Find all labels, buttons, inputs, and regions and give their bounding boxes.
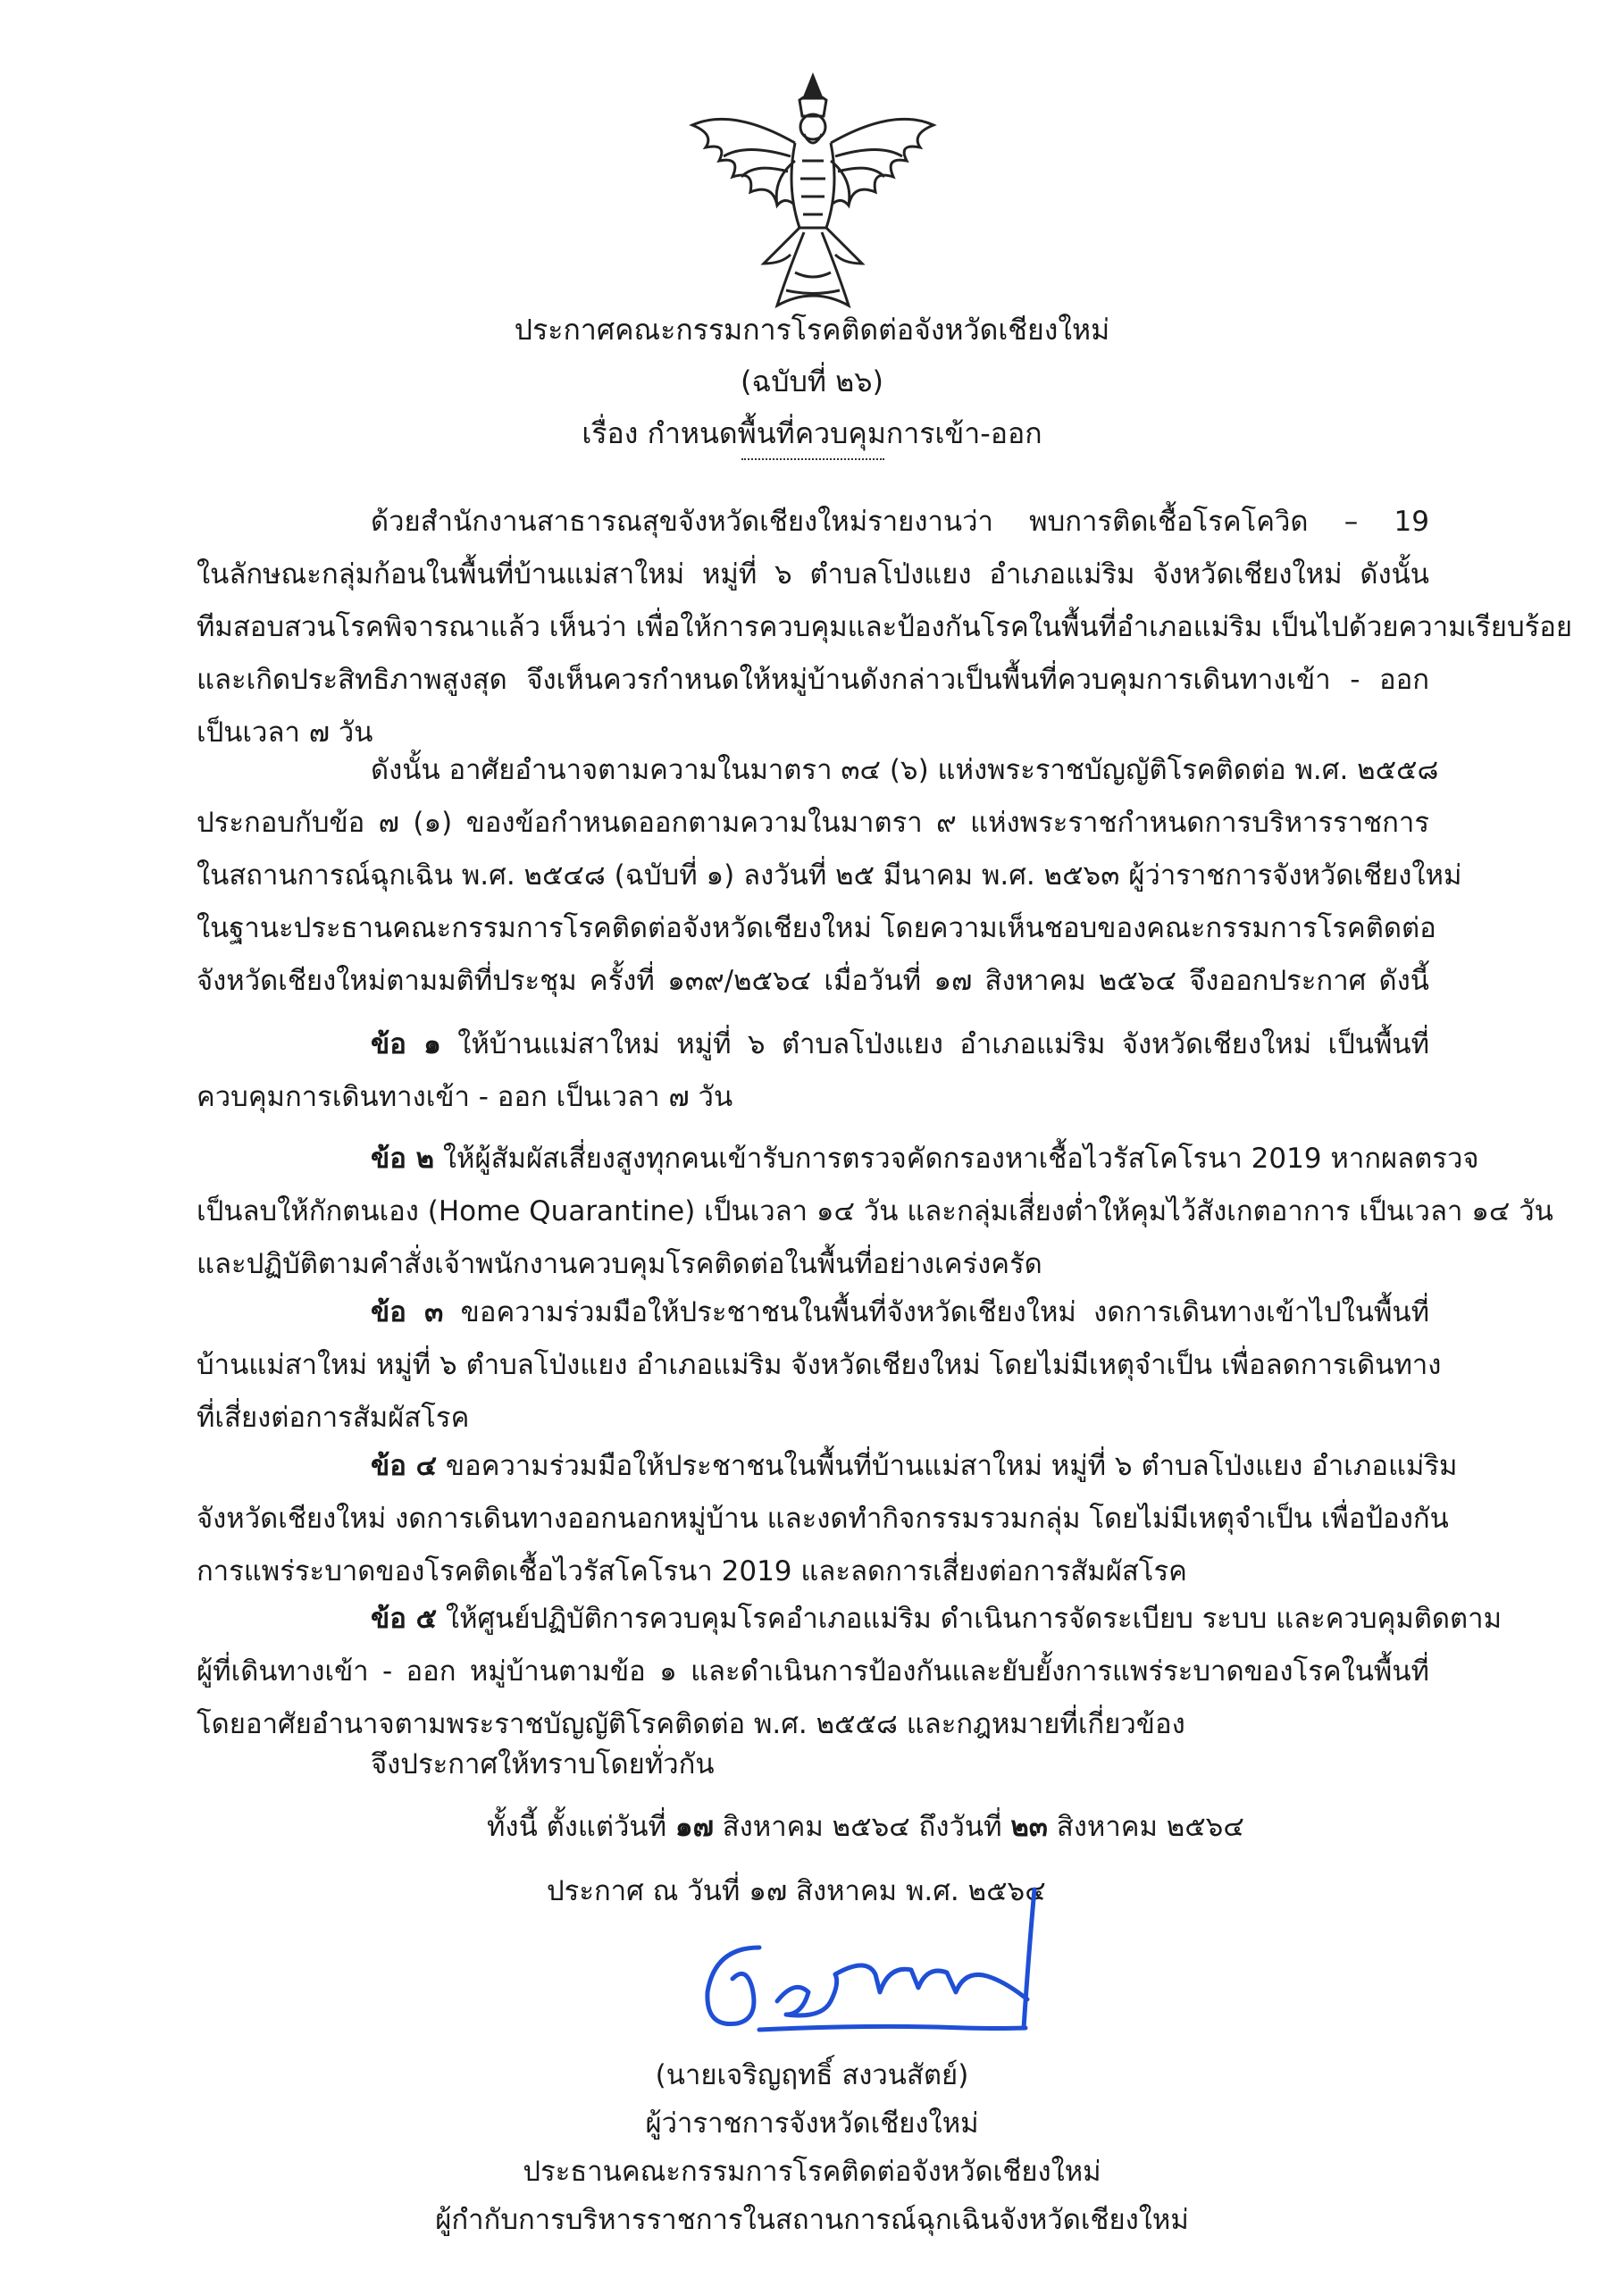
text-line: ควบคุมการเดินทางเข้า - ออก เป็นเวลา ๗ วัน xyxy=(197,1081,733,1113)
text-line: โดยอาศัยอำนาจตามพระราชบัญญัติโรคติดต่อ พ.ศ. ๒๕๕๘ และกฎหมายที่เกี่ยวข้อง xyxy=(197,1708,1185,1740)
text-line: การแพร่ระบาดของโรคติดเชื้อไวรัสโคโรนา 2019 และลดการเสี่ยงต่อการสัมผัสโรค xyxy=(197,1555,1187,1587)
text-line: ผู้ที่เดินทางเข้า - ออก หมู่บ้านตามข้อ ๑ และดำเนินการป้องกันและยับยั้งการแพร่ระบาดของโรคในพื้นที่ xyxy=(197,1655,1429,1688)
text-line: ด้วยสำนักงานสาธารณสุขจังหวัดเชียงใหม่รายงานว่า พบการติดเชื้อโรคโควิด – 19 xyxy=(371,506,1429,538)
garuda-emblem-icon xyxy=(679,71,947,313)
text-line: ที่เสี่ยงต่อการสัมผัสโรค xyxy=(197,1402,470,1434)
issue-number: (ฉบับที่ ๒๖) xyxy=(740,364,884,398)
signatory-position: ประธานคณะกรรมการโรคติดต่อจังหวัดเชียงใหม่ xyxy=(523,2156,1101,2188)
text-line: ขอความร่วมมือให้ประชาชนในพื้นที่บ้านแม่สาใหม่ หมู่ที่ ๖ ตำบลโป่งแยง อำเภอแม่ริม xyxy=(437,1450,1458,1482)
end-day: ๒๓ xyxy=(1010,1811,1048,1843)
text-line: และเกิดประสิทธิภาพสูงสุด จึงเห็นควรกำหนดให้หมู่บ้านดังกล่าวเป็นพื้นที่ควบคุมการเดินทางเข้า - ออก xyxy=(197,664,1429,696)
clause-2 xyxy=(197,1133,1553,1291)
start-day: ๑๗ xyxy=(674,1811,714,1843)
clause-4 xyxy=(197,1440,1458,1598)
text-line: ในฐานะประธานคณะกรรมการโรคติดต่อจังหวัดเชียงใหม่ โดยความเห็นชอบของคณะกรรมการโรคติดต่อ xyxy=(197,912,1436,944)
signatory-position: ผู้ว่าราชการจังหวัดเชียงใหม่ xyxy=(645,2107,979,2140)
signatory-position: ผู้กำกับการบริหารราชการในสถานการณ์ฉุกเฉินจังหวัดเชียงใหม่ xyxy=(435,2204,1189,2236)
text-line: ให้ศูนย์ปฏิบัติการควบคุมโรคอำเภอแม่ริม ดำเนินการจัดระเบียบ ระบบ และควบคุมติดตาม xyxy=(437,1603,1503,1635)
text-line: จังหวัดเชียงใหม่ตามมติที่ประชุม ครั้งที่ ๑๓๙/๒๕๖๔ เมื่อวันที่ ๑๗ สิงหาคม ๒๕๖๔ จึงออกประกาศ ดังนี้ xyxy=(197,965,1429,997)
text-line: ให้ผู้สัมผัสเสี่ยงสูงทุกคนเข้ารับการตรวจคัดกรองหาเชื้อไวรัสโคโรนา 2019 หากผลตรวจ xyxy=(434,1143,1479,1175)
subject-line: เรื่อง กำหนดพื้นที่ควบคุมการเข้า-ออก xyxy=(582,416,1042,450)
text-line: จังหวัดเชียงใหม่ งดการเดินทางออกนอกหมู่บ้าน และงดทำกิจกรรมรวมกลุ่ม โดยไม่มีเหตุจำเป็น เพื่อป้องกัน xyxy=(197,1503,1449,1535)
clause-label: ข้อ ๓ xyxy=(371,1296,444,1328)
text-line: และปฏิบัติตามคำสั่งเจ้าพนักงานควบคุมโรคติดต่อในพื้นที่อย่างเคร่งครัด xyxy=(197,1248,1042,1280)
text-line: เป็นเวลา ๗ วัน xyxy=(197,716,373,749)
clause-label: ข้อ ๒ xyxy=(371,1143,435,1175)
closing-statement: จึงประกาศให้ทราบโดยทั่วกัน xyxy=(371,1748,715,1780)
clause-1 xyxy=(197,1018,1429,1124)
text-line: บ้านแม่สาใหม่ หมู่ที่ ๖ ตำบลโป่งแยง อำเภอแม่ริม จังหวัดเชียงใหม่ โดยไม่มีเหตุจำเป็น เพื่อลดการเดินทาง xyxy=(197,1349,1442,1381)
clause-5 xyxy=(197,1593,1503,1751)
text-line: ในลักษณะกลุ่มก้อนในพื้นที่บ้านแม่สาใหม่ หมู่ที่ ๖ ตำบลโป่งแยง อำเภอแม่ริม จังหวัดเชียงใหม่ ดังนั้น xyxy=(197,558,1429,591)
text-line: ทีมสอบสวนโรคพิจารณาแล้ว เห็นว่า เพื่อให้การควบคุมและป้องกันโรคในพื้นที่อำเภอแม่ริม เป็นไปด้วยความเรียบร้อย xyxy=(197,611,1573,643)
clause-label: ข้อ ๔ xyxy=(371,1450,438,1482)
clause-label: ข้อ ๑ xyxy=(371,1028,441,1060)
handwritten-signature-icon xyxy=(697,1894,1090,2055)
text-line: ดังนั้น อาศัยอำนาจตามความในมาตรา ๓๔ (๖) แห่งพระราชบัญญัติโรคติดต่อ พ.ศ. ๒๕๕๘ xyxy=(371,754,1439,786)
text-line: ขอความร่วมมือให้ประชาชนในพื้นที่จังหวัดเชียงใหม่ งดการเดินทางเข้าไปในพื้นที่ xyxy=(443,1296,1430,1328)
announcement-date: ประกาศ ณ วันที่ ๑๗ สิงหาคม พ.ศ. ๒๕๖๔ xyxy=(547,1875,1046,1907)
text-line: ประกอบกับข้อ ๗ (๑) ของข้อกำหนดออกตามความในมาตรา ๙ แห่งพระราชกำหนดการบริหารราชการ xyxy=(197,807,1429,839)
announcement-title: ประกาศคณะกรรมการโรคติดต่อจังหวัดเชียงใหม่ xyxy=(514,313,1110,347)
paragraph-authority xyxy=(197,744,1462,1008)
clause-label: ข้อ ๕ xyxy=(371,1603,438,1635)
text-line: ในสถานการณ์ฉุกเฉิน พ.ศ. ๒๕๔๘ (ฉบับที่ ๑) ลงวันที่ ๒๕ มีนาคม พ.ศ. ๒๕๖๓ ผู้ว่าราชการจังหวัดเชียงใหม่ xyxy=(197,859,1462,892)
effective-period: ทั้งนี้ ตั้งแต่วันที่ ๑๗ สิงหาคม ๒๕๖๔ ถึงวันที่ ๒๓ สิงหาคม ๒๕๖๔ xyxy=(487,1811,1244,1843)
clause-3 xyxy=(197,1286,1442,1445)
document-header xyxy=(0,304,1624,459)
signatory-name: (นายเจริญฤทธิ์ สงวนสัตย์) xyxy=(655,2059,969,2091)
text-line: เป็นลบให้กักตนเอง (Home Quarantine) เป็นเวลา ๑๔ วัน และกลุ่มเสี่ยงต่ำให้คุมไว้สังเกตอาการ เป็นเวลา ๑๔ วัน xyxy=(197,1195,1553,1227)
signatory-block xyxy=(0,2051,1624,2244)
text-line: ให้บ้านแม่สาใหม่ หมู่ที่ ๖ ตำบลโป่งแยง อำเภอแม่ริม จังหวัดเชียงใหม่ เป็นพื้นที่ xyxy=(440,1028,1430,1060)
title-divider xyxy=(741,458,884,460)
paragraph-preamble xyxy=(197,496,1573,759)
